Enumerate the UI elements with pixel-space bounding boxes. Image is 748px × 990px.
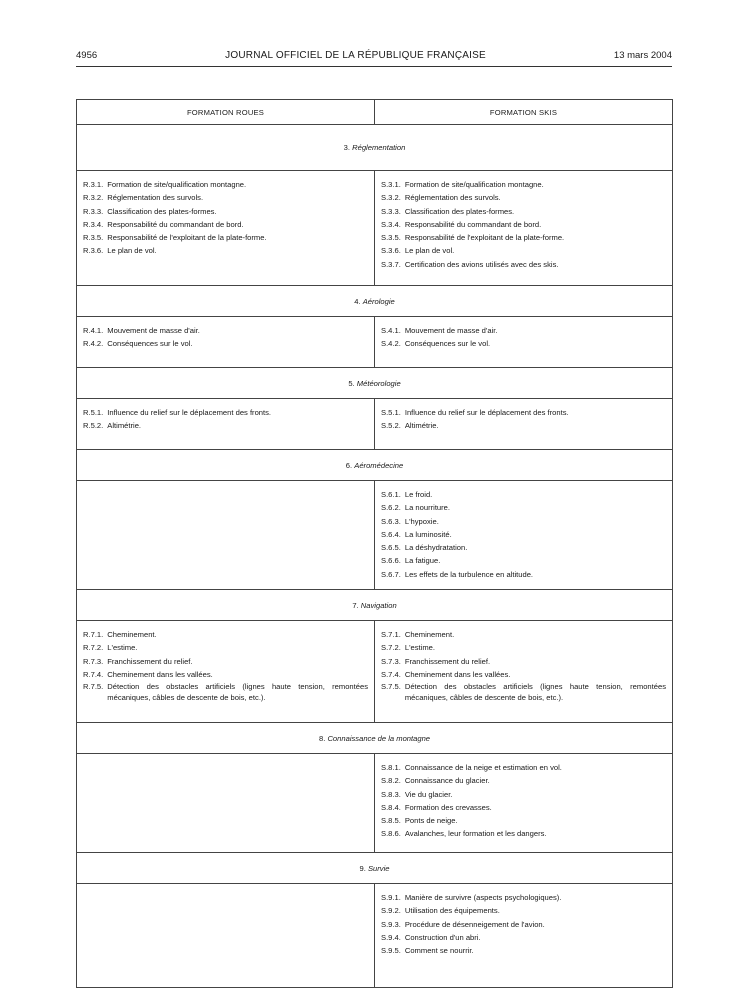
section-heading: Aérologie [362, 296, 395, 306]
section-heading: Survie [367, 863, 390, 873]
item-code: R.7.3. [83, 656, 104, 666]
item-code: R.7.1. [83, 630, 104, 639]
wheels-training-cell [77, 481, 375, 590]
item-text: L'estime. [404, 643, 435, 653]
item-text: Altimétrie. [107, 421, 142, 431]
section-title [77, 450, 673, 481]
section-heading: Aéromédecine [354, 460, 404, 470]
item-code: R.3.2. [83, 193, 104, 203]
item-text: Cheminement. [404, 630, 455, 639]
section-title-row [77, 723, 673, 754]
list-item [375, 918, 672, 931]
item-text: Procédure de désenneigement de l'avion. [404, 919, 545, 929]
item-text: Les effets de la turbulence en altitude. [404, 569, 534, 579]
item-text: Réglementation des survols. [404, 193, 501, 203]
skis-training-cell [375, 317, 673, 368]
item-code: S.8.5. [381, 816, 401, 826]
section-heading: Réglementation [352, 143, 406, 152]
item-code: S.8.2. [381, 776, 401, 786]
list-item [375, 628, 672, 641]
list-item [77, 641, 374, 654]
list-item [77, 628, 374, 641]
wheels-training-cell [77, 884, 375, 988]
list-item [375, 324, 672, 337]
wheels-training-cell [77, 399, 375, 450]
section-content-row [77, 171, 673, 286]
list-item [77, 668, 374, 681]
section-content-row [77, 399, 673, 450]
section-title-row [77, 125, 673, 171]
item-text: Avalanches, leur formation et les dangers. [404, 829, 547, 839]
list-item [77, 419, 374, 432]
section-number: 6. [345, 460, 353, 470]
section-title-row [77, 450, 673, 481]
item-code: R.3.5. [83, 233, 104, 243]
item-text: La déshydratation. [404, 543, 468, 553]
item-code: S.6.6. [381, 556, 401, 566]
item-code: R.3.4. [83, 219, 104, 229]
item-text: Conséquences sur le vol. [107, 339, 193, 349]
skis-training-cell [375, 171, 673, 286]
list-item [77, 191, 374, 204]
list-item [375, 682, 672, 703]
list-item [375, 178, 672, 191]
list-item [375, 244, 672, 257]
item-code: R.7.2. [83, 643, 104, 653]
item-code: S.6.2. [381, 503, 401, 513]
item-code: S.3.3. [381, 206, 401, 216]
item-text: Classification des plates-formes. [107, 206, 217, 216]
section-title [77, 853, 673, 884]
item-text: Classification des plates-formes. [404, 206, 515, 216]
skis-training-cell [375, 481, 673, 590]
skis-training-cell [375, 884, 673, 988]
list-item [375, 337, 672, 350]
list-item [77, 337, 374, 350]
item-code: R.3.1. [83, 180, 104, 189]
list-item [375, 668, 672, 681]
list-item [375, 501, 672, 514]
list-item [375, 218, 672, 231]
item-text: Conséquences sur le vol. [404, 339, 491, 349]
skis-training-cell [375, 399, 673, 450]
item-text: Détection des obstacles artificiels (lignes haute tension, remontées mécaniques, câbles de descente de bois, etc.). [404, 682, 666, 702]
section-title [77, 723, 673, 754]
item-code: R.3.6. [83, 246, 104, 256]
wheels-training-cell [77, 171, 375, 286]
list-item [77, 205, 374, 218]
training-program-table [76, 99, 673, 988]
header-rule [76, 66, 672, 67]
item-code: S.9.3. [381, 919, 401, 929]
section-title-row [77, 286, 673, 317]
item-code: S.6.3. [381, 516, 401, 526]
list-item [375, 641, 672, 654]
section-content-row [77, 621, 673, 723]
item-code: S.9.4. [381, 932, 401, 942]
item-text: Réglementation des survols. [107, 193, 204, 203]
list-item [375, 528, 672, 541]
item-code: S.6.1. [381, 490, 401, 499]
item-text: Connaissance de la neige et estimation en vol. [404, 763, 562, 772]
item-text: Cheminement dans les vallées. [404, 669, 511, 679]
section-number: 3. [343, 143, 350, 152]
list-item [375, 788, 672, 801]
section-number: 9. [359, 863, 366, 873]
table-body [77, 100, 673, 988]
publication-date: 13 mars 2004 [613, 49, 672, 61]
wheels-training-cell [77, 317, 375, 368]
item-code: S.3.1. [381, 180, 401, 189]
item-text: Responsabilité du commandant de bord. [107, 219, 244, 229]
list-item [375, 488, 672, 501]
item-text: Cheminement dans les vallées. [107, 669, 213, 679]
list-item [375, 931, 672, 944]
column-header-skis: FORMATION SKIS [375, 100, 673, 125]
list-item [375, 419, 672, 432]
list-item [77, 244, 374, 257]
list-item [375, 406, 672, 419]
list-item [375, 761, 672, 774]
item-text: Comment se nourrir. [404, 946, 474, 956]
item-code: S.7.4. [381, 669, 401, 679]
item-code: R.5.1. [83, 408, 104, 417]
list-item [77, 406, 374, 419]
section-heading: Météorologie [356, 378, 401, 388]
item-text: Manière de survivre (aspects psychologiques). [404, 893, 562, 902]
section-content-row [77, 754, 673, 853]
item-code: S.3.2. [381, 193, 401, 203]
item-text: Formation de site/qualification montagne. [404, 180, 544, 189]
item-code: S.4.1. [381, 326, 401, 335]
list-item [375, 774, 672, 787]
section-title-row [77, 590, 673, 621]
list-item [375, 541, 672, 554]
item-text: Détection des obstacles artificiels (lignes haute tension, remontées mécaniques, câbles de descente de bois, etc.). [107, 682, 368, 702]
wheels-training-cell [77, 754, 375, 853]
item-code: R.4.1. [83, 326, 104, 335]
item-code: S.3.7. [381, 259, 401, 269]
item-code: S.5.1. [381, 408, 401, 417]
item-code: S.9.5. [381, 946, 401, 956]
item-text: L'estime. [107, 643, 138, 653]
item-text: Responsabilité de l'exploitant de la plate-forme. [404, 233, 565, 243]
column-header-row [77, 100, 673, 125]
item-text: Le plan de vol. [107, 246, 157, 256]
item-text: Le froid. [404, 490, 433, 499]
list-item [375, 231, 672, 244]
list-item [375, 554, 672, 567]
item-code: S.8.6. [381, 829, 401, 839]
list-item [77, 178, 374, 191]
list-item [77, 218, 374, 231]
list-item [77, 231, 374, 244]
item-code: R.7.5. [83, 682, 104, 692]
skis-training-cell [375, 621, 673, 723]
item-text: Formation de site/qualification montagne. [107, 180, 247, 189]
list-item [375, 904, 672, 917]
item-code: S.9.1. [381, 893, 401, 902]
item-code: S.3.6. [381, 246, 401, 256]
item-code: R.7.4. [83, 669, 104, 679]
section-title-row [77, 853, 673, 884]
list-item [77, 682, 374, 703]
list-item [77, 655, 374, 668]
item-text: L'hypoxie. [404, 516, 439, 526]
section-title [77, 368, 673, 399]
column-header-wheels: FORMATION ROUES [77, 100, 375, 125]
item-code: S.3.5. [381, 233, 401, 243]
section-title [77, 125, 673, 171]
item-code: S.8.3. [381, 789, 401, 799]
item-text: Construction d'un abri. [404, 932, 481, 942]
page-number: 4956 [76, 49, 98, 61]
item-text: La fatigue. [404, 556, 441, 566]
item-text: Le plan de vol. [404, 246, 455, 256]
item-text: La nourriture. [404, 503, 451, 513]
item-text: Formation des crevasses. [404, 802, 492, 812]
list-item [375, 258, 672, 271]
section-content-row [77, 481, 673, 590]
item-code: R.4.2. [83, 339, 104, 349]
item-text: Mouvement de masse d'air. [107, 326, 200, 335]
item-text: Responsabilité du commandant de bord. [404, 219, 542, 229]
list-item [375, 191, 672, 204]
item-code: S.8.4. [381, 802, 401, 812]
item-text: Vie du glacier. [404, 789, 453, 799]
list-item [375, 814, 672, 827]
section-title [77, 286, 673, 317]
section-content-row [77, 317, 673, 368]
page-header [76, 48, 672, 62]
list-item [375, 515, 672, 528]
section-number: 7. [352, 600, 359, 610]
list-item [375, 891, 672, 904]
item-code: S.6.7. [381, 569, 401, 579]
section-heading: Connaissance de la montagne [327, 733, 431, 743]
item-text: Influence du relief sur le déplacement des fronts. [107, 408, 272, 417]
list-item [375, 827, 672, 840]
list-item [375, 568, 672, 581]
list-item [77, 324, 374, 337]
item-text: Ponts de neige. [404, 816, 458, 826]
item-code: S.7.3. [381, 656, 401, 666]
item-code: S.8.1. [381, 763, 401, 772]
item-code: S.3.4. [381, 219, 401, 229]
wheels-training-cell [77, 621, 375, 723]
item-text: Utilisation des équipements. [404, 906, 500, 916]
item-code: S.7.2. [381, 643, 401, 653]
item-text: Franchissement du relief. [107, 656, 193, 666]
section-title [77, 590, 673, 621]
list-item [375, 205, 672, 218]
section-heading: Navigation [360, 600, 397, 610]
section-title-row [77, 368, 673, 399]
item-code: S.7.1. [381, 630, 401, 639]
item-text: La luminosité. [404, 529, 452, 539]
section-content-row [77, 884, 673, 988]
skis-training-cell [375, 754, 673, 853]
section-number: 4. [354, 296, 361, 306]
item-text: Responsabilité de l'exploitant de la plate-forme. [107, 233, 267, 243]
item-text: Altimétrie. [404, 421, 439, 431]
item-code: S.6.4. [381, 529, 401, 539]
item-code: S.9.2. [381, 906, 401, 916]
item-text: Certification des avions utilisés avec des skis. [404, 259, 559, 269]
item-code: R.5.2. [83, 421, 104, 431]
item-text: Cheminement. [107, 630, 157, 639]
item-code: S.4.2. [381, 339, 401, 349]
item-text: Connaissance du glacier. [404, 776, 490, 786]
list-item [375, 801, 672, 814]
list-item [375, 655, 672, 668]
item-code: S.6.5. [381, 543, 401, 553]
journal-title: JOURNAL OFFICIEL DE LA RÉPUBLIQUE FRANÇAISE [225, 49, 486, 61]
item-text: Franchissement du relief. [404, 656, 491, 666]
section-number: 5. [348, 378, 355, 388]
item-text: Influence du relief sur le déplacement des fronts. [404, 408, 569, 417]
item-code: R.3.3. [83, 206, 104, 216]
item-code: S.7.5. [381, 682, 401, 692]
item-code: S.5.2. [381, 421, 401, 431]
list-item [375, 944, 672, 957]
item-text: Mouvement de masse d'air. [404, 326, 498, 335]
section-number: 8. [318, 733, 326, 743]
